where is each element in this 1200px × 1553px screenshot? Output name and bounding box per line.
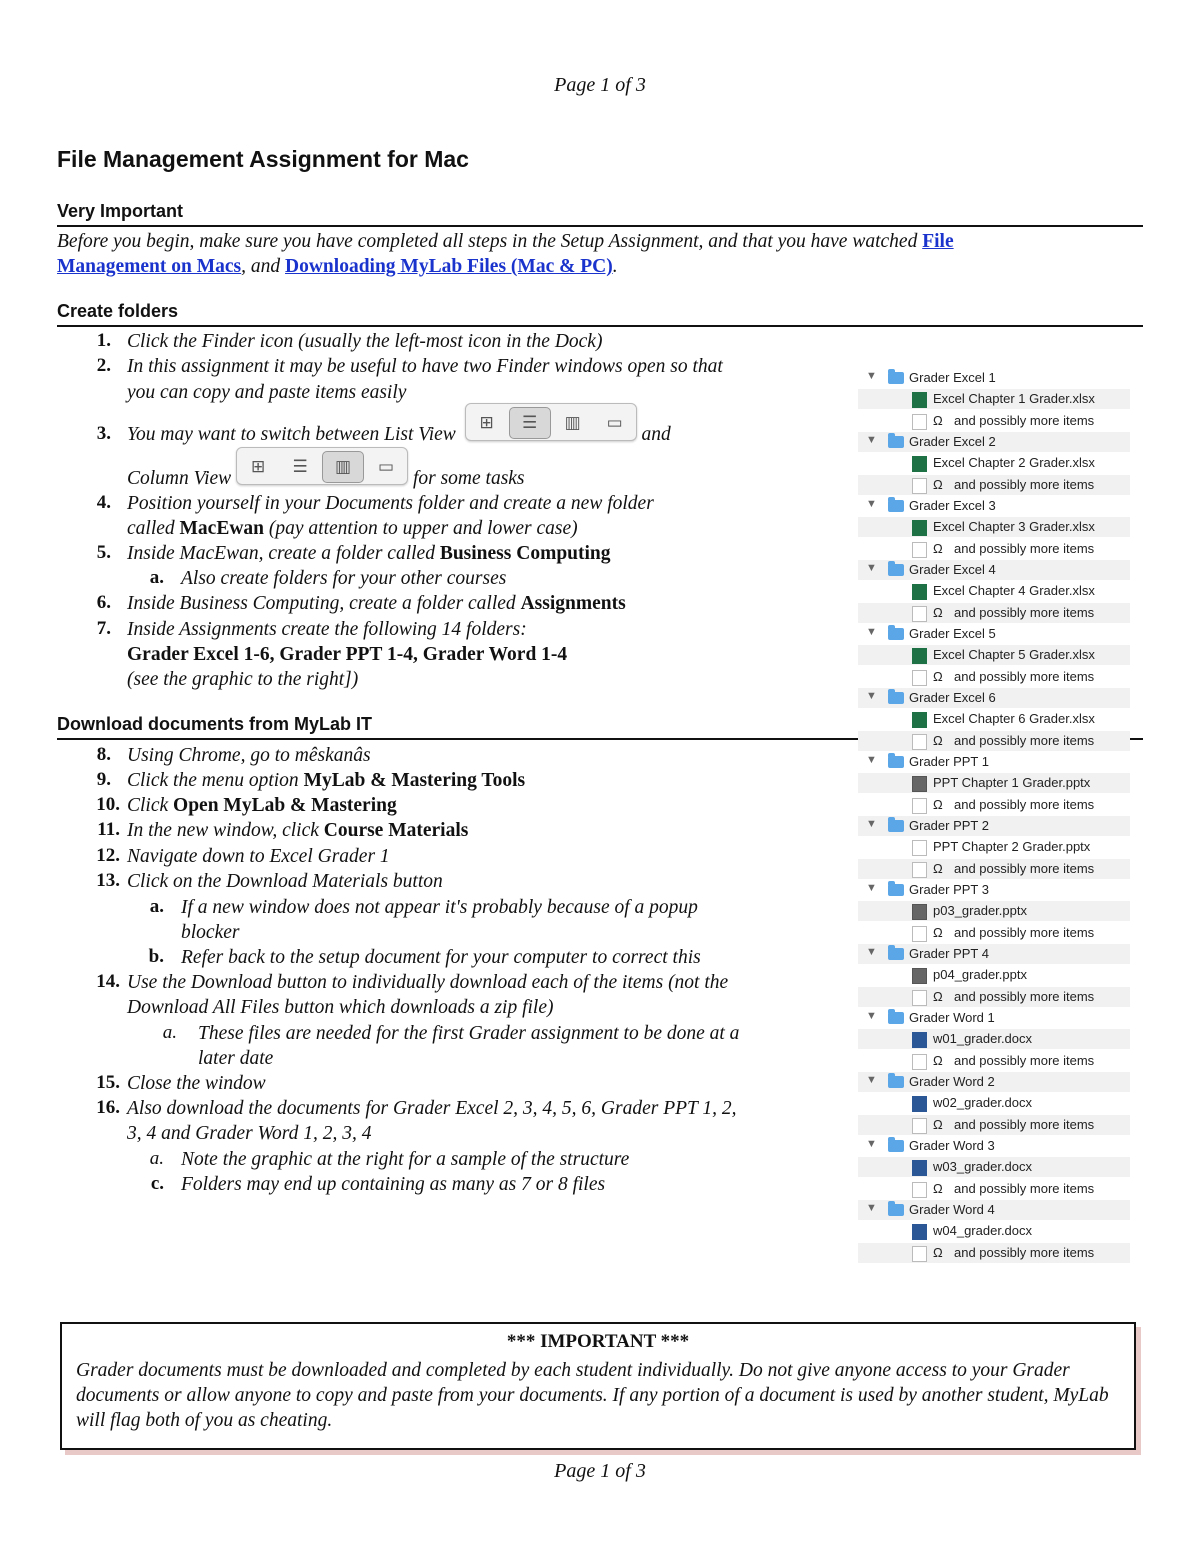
folder-icon xyxy=(888,436,904,448)
folder-icon xyxy=(888,1076,904,1088)
document-icon xyxy=(912,414,927,430)
view-switcher-list xyxy=(465,403,637,441)
omega-symbol: Ω xyxy=(933,1117,943,1132)
folder-name: Grader Word 2 xyxy=(909,1074,995,1089)
list-view-icon: ☰ xyxy=(509,407,551,439)
page-footer: Page 1 of 3 xyxy=(554,1460,646,1482)
document-icon xyxy=(912,926,927,942)
folder-name: Grader Excel 3 xyxy=(909,498,996,513)
document-icon xyxy=(912,1182,927,1198)
step-4-called: called xyxy=(127,518,180,539)
finder-file-row xyxy=(858,1157,1130,1177)
step-7-folders xyxy=(127,642,567,667)
substep-letter: a. xyxy=(162,1022,177,1043)
finder-more-row xyxy=(858,667,1130,687)
view-switcher-column xyxy=(236,447,408,485)
omega-symbol: Ω xyxy=(933,1053,943,1068)
substep-letter: a. xyxy=(149,1148,164,1169)
intro-text: Before you begin, make sure you have completed all steps in the Setup Assignment, and that you have watched xyxy=(57,231,923,252)
file-icon xyxy=(912,648,927,664)
disclosure-triangle-icon: ▼ xyxy=(866,690,877,702)
step-16-note-2: Folders may end up containing as many as 7 or 8 files xyxy=(181,1174,606,1195)
finder-folder-row xyxy=(858,752,1130,772)
folder-icon xyxy=(888,948,904,960)
step-3-text: You may want to switch between List View xyxy=(127,424,456,445)
step-10-text: Click xyxy=(127,795,174,816)
finder-folder-row xyxy=(858,944,1130,964)
step-number: 3. xyxy=(96,423,111,444)
step-9-text: Click the menu option xyxy=(127,770,304,791)
finder-folder-row xyxy=(858,1200,1130,1220)
intro-period: . xyxy=(612,256,618,277)
intro-text-2: , and xyxy=(241,256,286,277)
file-management-link-cont[interactable]: Management on Macs xyxy=(57,256,242,277)
finder-folder-row xyxy=(858,880,1130,900)
file-icon xyxy=(912,1032,927,1048)
step-11-bold: Course Materials xyxy=(323,820,469,841)
folder-name: Grader Excel 4 xyxy=(909,562,996,577)
step-16-line-1: Also download the documents for Grader Excel 2, 3, 4, 5, 6, Grader PPT 1, 2, xyxy=(127,1098,737,1119)
step-14a-line-2: later date xyxy=(198,1048,274,1069)
step-1: Click the Finder icon (usually the left-most icon in the Dock) xyxy=(127,331,603,352)
step-7-note: (see the graphic to the right]) xyxy=(127,669,359,690)
more-items-text: and possibly more items xyxy=(954,989,1095,1004)
file-name: Excel Chapter 4 Grader.xlsx xyxy=(933,583,1095,598)
finder-file-row xyxy=(858,901,1130,921)
disclosure-triangle-icon: ▼ xyxy=(866,754,877,766)
step-3-and: and xyxy=(641,424,671,445)
finder-more-row xyxy=(858,539,1130,559)
step-number: 1. xyxy=(96,330,111,351)
finder-file-row xyxy=(858,1221,1130,1241)
finder-more-row xyxy=(858,1115,1130,1135)
folder-name: Grader Excel 2 xyxy=(909,434,996,449)
step-6-bold: Assignments xyxy=(520,593,626,614)
step-number: 7. xyxy=(96,618,111,639)
step-number: 13. xyxy=(96,870,120,891)
file-icon xyxy=(912,584,927,600)
folder-icon xyxy=(888,500,904,512)
disclosure-triangle-icon: ▼ xyxy=(866,1138,877,1150)
finder-file-row xyxy=(858,581,1130,601)
folder-icon xyxy=(888,1204,904,1216)
important-title: *** IMPORTANT *** xyxy=(506,1331,690,1352)
step-4-line-2 xyxy=(127,516,578,541)
folder-name: Grader Excel 6 xyxy=(909,690,996,705)
finder-folder-row xyxy=(858,560,1130,580)
step-5 xyxy=(127,541,611,566)
step-11-text: In the new window, click xyxy=(127,820,324,841)
section-heading-download: Download documents from MyLab IT xyxy=(57,714,373,734)
step-number: 12. xyxy=(96,845,120,866)
finder-more-row xyxy=(858,603,1130,623)
finder-folder-row xyxy=(858,1136,1130,1156)
finder-more-row xyxy=(858,475,1130,495)
document-icon xyxy=(912,670,927,686)
disclosure-triangle-icon: ▼ xyxy=(866,882,877,894)
step-7-word: Grader Word 1-4 xyxy=(422,644,568,665)
finder-more-row xyxy=(858,731,1130,751)
step-14-line-2: Download All Files button which downloads a zip file) xyxy=(127,997,554,1018)
finder-file-row xyxy=(858,1029,1130,1049)
step-8: Using Chrome, go to mêskanâs xyxy=(127,745,371,766)
finder-folder-row xyxy=(858,1008,1130,1028)
finder-file-row xyxy=(858,709,1130,729)
icon-view-icon: ⊞ xyxy=(479,413,494,433)
document-icon xyxy=(912,990,927,1006)
step-9-bold: MyLab & Mastering Tools xyxy=(303,770,526,791)
folder-icon xyxy=(888,1140,904,1152)
finder-more-row xyxy=(858,923,1130,943)
folder-name: Grader PPT 2 xyxy=(909,818,989,833)
step-16-note-1: Note the graphic at the right for a sample of the structure xyxy=(181,1149,630,1170)
section-heading-very-important: Very Important xyxy=(57,201,184,221)
step-7-ppt: Grader PPT 1-4 xyxy=(279,644,413,665)
folder-name: Grader Word 3 xyxy=(909,1138,995,1153)
section-rule xyxy=(57,325,1143,327)
step-11 xyxy=(127,818,468,843)
file-icon xyxy=(912,712,927,728)
file-name: p03_grader.pptx xyxy=(933,903,1027,918)
file-icon xyxy=(912,1096,927,1112)
step-2-line-1: In this assignment it may be useful to have two Finder windows open so that xyxy=(127,356,723,377)
more-items-text: and possibly more items xyxy=(954,477,1095,492)
file-name: w02_grader.docx xyxy=(933,1095,1033,1110)
finder-folder-row xyxy=(858,816,1130,836)
finder-file-row xyxy=(858,773,1130,793)
document-icon xyxy=(912,862,927,878)
omega-symbol: Ω xyxy=(933,989,943,1004)
finder-tree-graphic xyxy=(858,366,1130,1262)
omega-symbol: Ω xyxy=(933,413,943,428)
finder-folder-row xyxy=(858,688,1130,708)
document-icon xyxy=(912,1118,927,1134)
gallery-view-icon: ▭ xyxy=(606,413,623,433)
finder-more-row xyxy=(858,1051,1130,1071)
document-icon xyxy=(912,798,927,814)
section-rule xyxy=(57,225,1143,227)
step-6-text: Inside Business Computing, create a folder called xyxy=(127,593,521,614)
document-icon xyxy=(912,1246,927,1262)
omega-symbol: Ω xyxy=(933,669,943,684)
step-number: 9. xyxy=(96,769,111,790)
file-name: Excel Chapter 3 Grader.xlsx xyxy=(933,519,1095,534)
file-name: Excel Chapter 2 Grader.xlsx xyxy=(933,455,1095,470)
folder-icon xyxy=(888,692,904,704)
disclosure-triangle-icon: ▼ xyxy=(866,498,877,510)
omega-symbol: Ω xyxy=(933,733,943,748)
step-6 xyxy=(127,591,626,616)
step-number: 14. xyxy=(96,971,120,992)
step-13a-line-2: blocker xyxy=(181,922,240,943)
finder-more-row xyxy=(858,1179,1130,1199)
step-4-bold: MacEwan xyxy=(179,518,265,539)
finder-file-row xyxy=(858,645,1130,665)
folder-icon xyxy=(888,820,904,832)
folder-icon xyxy=(888,564,904,576)
more-items-text: and possibly more items xyxy=(954,605,1095,620)
step-14a-line-1: These files are needed for the first Grader assignment to be done at a xyxy=(198,1023,740,1044)
disclosure-triangle-icon: ▼ xyxy=(866,1202,877,1214)
file-name: Excel Chapter 1 Grader.xlsx xyxy=(933,391,1095,406)
file-name: Excel Chapter 5 Grader.xlsx xyxy=(933,647,1095,662)
step-14-line-1: Use the Download button to individually download each of the items (not the xyxy=(127,972,729,993)
file-icon xyxy=(912,776,927,792)
more-items-text: and possibly more items xyxy=(954,1245,1095,1260)
step-number: 4. xyxy=(96,492,111,513)
file-icon xyxy=(912,1160,927,1176)
disclosure-triangle-icon: ▼ xyxy=(866,626,877,638)
folder-icon xyxy=(888,756,904,768)
folder-name: Grader PPT 4 xyxy=(909,946,989,961)
step-number: 6. xyxy=(96,592,111,613)
disclosure-triangle-icon: ▼ xyxy=(866,818,877,830)
step-3-column: Column View xyxy=(127,468,232,489)
file-name: Excel Chapter 6 Grader.xlsx xyxy=(933,711,1095,726)
more-items-text: and possibly more items xyxy=(954,925,1095,940)
folder-name: Grader Excel 5 xyxy=(909,626,996,641)
intro-line-1 xyxy=(57,229,954,254)
document-icon xyxy=(912,1054,927,1070)
folder-name: Grader PPT 1 xyxy=(909,754,989,769)
folder-name: Grader Word 1 xyxy=(909,1010,995,1025)
file-icon xyxy=(912,1224,927,1240)
finder-folder-row xyxy=(858,624,1130,644)
omega-symbol: Ω xyxy=(933,477,943,492)
disclosure-triangle-icon: ▼ xyxy=(866,562,877,574)
finder-more-row xyxy=(858,795,1130,815)
step-3-tasks: for some tasks xyxy=(412,468,525,489)
substep-letter: b. xyxy=(148,946,164,967)
step-3-line-1 xyxy=(127,400,671,445)
disclosure-triangle-icon: ▼ xyxy=(866,946,877,958)
list-view-icon: ☰ xyxy=(292,457,308,477)
step-4-line-1: Position yourself in your Documents folder and create a new folder xyxy=(127,493,654,514)
folder-icon xyxy=(888,884,904,896)
step-5-text: Inside MacEwan, create a folder called xyxy=(127,543,440,564)
file-icon xyxy=(912,840,927,856)
file-icon xyxy=(912,456,927,472)
finder-folder-row xyxy=(858,1072,1130,1092)
step-7: Inside Assignments create the following 14 folders: xyxy=(127,619,527,640)
step-5-bold: Business Computing xyxy=(439,543,611,564)
document-title: File Management Assignment for Mac xyxy=(57,146,469,172)
folder-icon xyxy=(888,628,904,640)
more-items-text: and possibly more items xyxy=(954,413,1095,428)
more-items-text: and possibly more items xyxy=(954,733,1095,748)
substep-letter: a. xyxy=(149,896,164,917)
omega-symbol: Ω xyxy=(933,797,943,812)
section-heading-create-folders: Create folders xyxy=(57,301,179,321)
more-items-text: and possibly more items xyxy=(954,1117,1095,1132)
file-icon xyxy=(912,968,927,984)
file-icon xyxy=(912,520,927,536)
gallery-view-icon: ▭ xyxy=(378,457,395,477)
step-7-sep: , xyxy=(412,644,423,665)
column-view-icon: ▥ xyxy=(322,451,364,483)
step-5a: Also create folders for your other courses xyxy=(181,568,507,589)
step-12: Navigate down to Excel Grader 1 xyxy=(127,846,390,867)
more-items-text: and possibly more items xyxy=(954,861,1095,876)
folder-name: Grader PPT 3 xyxy=(909,882,989,897)
file-name: w03_grader.docx xyxy=(933,1159,1033,1174)
step-number: 16. xyxy=(96,1097,120,1118)
omega-symbol: Ω xyxy=(933,541,943,556)
downloading-mylab-link[interactable]: Downloading MyLab Files (Mac & PC) xyxy=(285,256,613,277)
omega-symbol: Ω xyxy=(933,925,943,940)
finder-file-row xyxy=(858,517,1130,537)
finder-folder-row xyxy=(858,368,1130,388)
column-view-icon: ▥ xyxy=(564,413,581,433)
finder-folder-row xyxy=(858,432,1130,452)
step-7-sep: , xyxy=(269,644,280,665)
omega-symbol: Ω xyxy=(933,1245,943,1260)
folder-icon xyxy=(888,372,904,384)
file-icon xyxy=(912,392,927,408)
step-4-rest: (pay attention to upper and lower case) xyxy=(264,518,578,539)
page-header: Page 1 of 3 xyxy=(554,74,646,96)
finder-file-row xyxy=(858,453,1130,473)
step-number: 5. xyxy=(96,542,111,563)
file-name: w01_grader.docx xyxy=(933,1031,1033,1046)
finder-file-row xyxy=(858,389,1130,409)
more-items-text: and possibly more items xyxy=(954,1181,1095,1196)
important-body: Grader documents must be downloaded and completed by each student individually. Do not give anyone access to your Grader documents or allow anyone to copy and paste from your documents. If any portion of a document is used by another student, MyLab will flag both of you as cheating. xyxy=(76,1360,1109,1431)
step-13a-line-1: If a new window does not appear it's probably because of a popup xyxy=(181,897,698,918)
document-icon xyxy=(912,606,927,622)
step-number: 2. xyxy=(96,355,111,376)
more-items-text: and possibly more items xyxy=(954,541,1095,556)
document-icon xyxy=(912,542,927,558)
finder-more-row xyxy=(858,987,1130,1007)
step-13: Click on the Download Materials button xyxy=(127,871,443,892)
step-10 xyxy=(127,793,397,818)
important-box xyxy=(60,1322,1136,1450)
disclosure-triangle-icon: ▼ xyxy=(866,434,877,446)
finder-more-row xyxy=(858,859,1130,879)
finder-file-row xyxy=(858,837,1130,857)
more-items-text: and possibly more items xyxy=(954,1053,1095,1068)
step-13b: Refer back to the setup document for your computer to correct this xyxy=(181,947,701,968)
document-icon xyxy=(912,734,927,750)
file-name: PPT Chapter 1 Grader.pptx xyxy=(933,775,1091,790)
step-15: Close the window xyxy=(127,1073,266,1094)
step-number: 15. xyxy=(96,1072,120,1093)
omega-symbol: Ω xyxy=(933,1181,943,1196)
disclosure-triangle-icon: ▼ xyxy=(866,370,877,382)
folder-name: Grader Excel 1 xyxy=(909,370,996,385)
finder-more-row xyxy=(858,411,1130,431)
folder-icon xyxy=(888,1012,904,1024)
substep-letter: a. xyxy=(149,567,164,588)
finder-more-row xyxy=(858,1243,1130,1263)
step-number: 10. xyxy=(96,794,120,815)
folder-name: Grader Word 4 xyxy=(909,1202,995,1217)
more-items-text: and possibly more items xyxy=(954,797,1095,812)
step-2-line-2: you can copy and paste items easily xyxy=(127,382,407,403)
substep-letter: c. xyxy=(150,1173,164,1194)
step-number: 11. xyxy=(97,819,120,840)
step-3-line-2 xyxy=(127,444,525,489)
step-10-bold: Open MyLab & Mastering xyxy=(173,795,397,816)
document-icon xyxy=(912,478,927,494)
file-management-link[interactable]: File xyxy=(922,231,954,252)
file-icon xyxy=(912,904,927,920)
finder-file-row xyxy=(858,965,1130,985)
intro-line-2 xyxy=(57,254,618,279)
disclosure-triangle-icon: ▼ xyxy=(866,1074,877,1086)
file-name: p04_grader.pptx xyxy=(933,967,1027,982)
finder-file-row xyxy=(858,1093,1130,1113)
step-7-excel: Grader Excel 1-6 xyxy=(127,644,270,665)
file-name: w04_grader.docx xyxy=(933,1223,1033,1238)
omega-symbol: Ω xyxy=(933,861,943,876)
finder-folder-row xyxy=(858,496,1130,516)
disclosure-triangle-icon: ▼ xyxy=(866,1010,877,1022)
step-9 xyxy=(127,768,525,793)
step-16-line-2: 3, 4 and Grader Word 1, 2, 3, 4 xyxy=(127,1123,372,1144)
omega-symbol: Ω xyxy=(933,605,943,620)
icon-view-icon: ⊞ xyxy=(250,457,266,477)
step-number: 8. xyxy=(96,744,111,765)
more-items-text: and possibly more items xyxy=(954,669,1095,684)
file-name: PPT Chapter 2 Grader.pptx xyxy=(933,839,1091,854)
